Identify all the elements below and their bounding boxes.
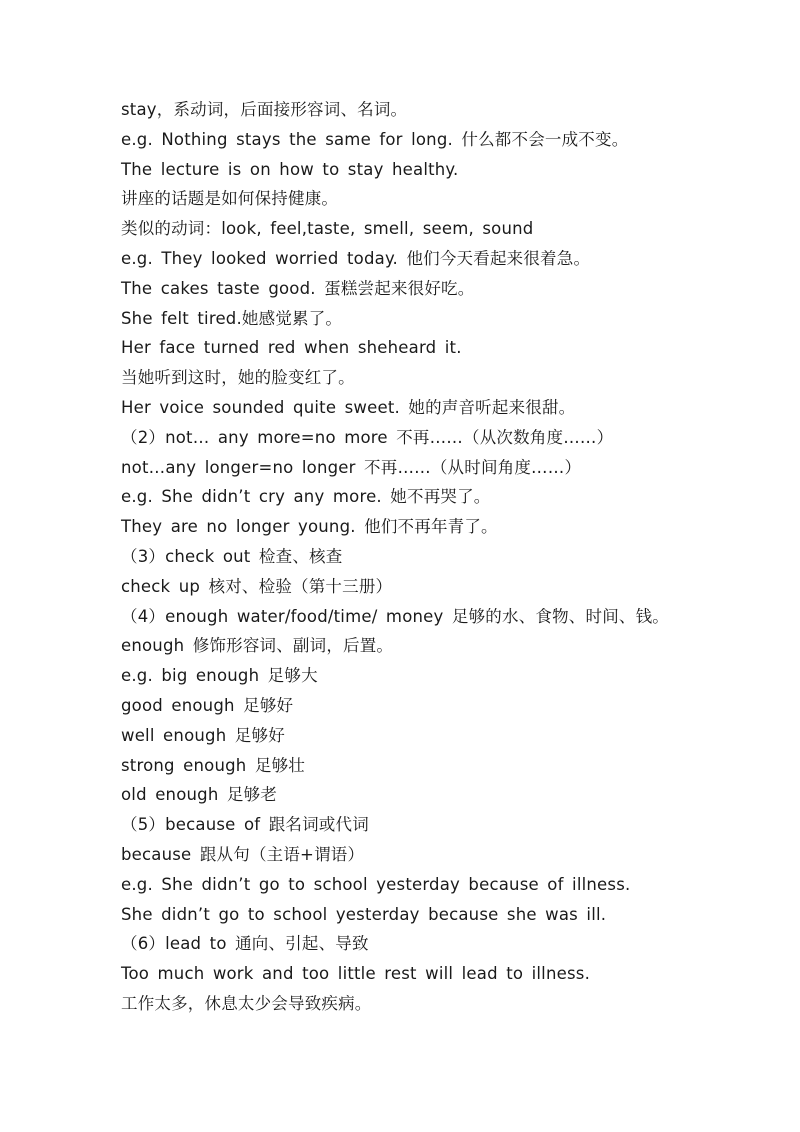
text-line: stay，系动词，后面接形容词、名词。 <box>121 100 408 119</box>
text-line: 当她听到这时，她的脸变红了。 <box>121 368 355 388</box>
text-line: 讲座的话题是如何保持健康。 <box>121 189 339 209</box>
text-line: The cakes taste good. 蛋糕尝起来很好吃。 <box>121 278 475 298</box>
text-line: e.g. They looked worried today. 他们今天看起来很着急。 <box>121 248 591 268</box>
text-line: old enough 足够老 <box>121 785 278 805</box>
text-line: e.g. Nothing stays the same for long. 什么都不会一成不变。 <box>121 129 629 149</box>
text-line: （3）check out 检查、核查 <box>121 546 343 566</box>
text-line: e.g. She didn’t go to school yesterday because of illness. <box>121 874 631 894</box>
text-line: Too much work and too little rest will lead to illness. <box>121 964 591 984</box>
document-body <box>121 95 781 1019</box>
text-line: She felt tired.她感觉累了。 <box>121 308 343 328</box>
text-line: 工作太多，休息太少会导致疾病。 <box>121 993 372 1013</box>
text-line: enough 修饰形容词、副词，后置。 <box>121 636 394 656</box>
text-line: e.g. She didn’t cry any more. 她不再哭了。 <box>121 487 491 507</box>
text-line: not…any longer=no longer 不再……（从时间角度……） <box>121 457 582 477</box>
text-line: Her face turned red when sheheard it. <box>121 338 462 358</box>
text-line: （2）not… any more=no more 不再……（从次数角度……） <box>121 427 614 447</box>
text-line: check up 核对、检验（第十三册） <box>121 576 393 596</box>
text-line: Her voice sounded quite sweet. 她的声音听起来很甜。 <box>121 397 576 417</box>
text-line: e.g. big enough 足够大 <box>121 666 318 686</box>
text-line: strong enough 足够壮 <box>121 755 305 775</box>
text-line: good enough 足够好 <box>121 695 294 715</box>
text-line: because 跟从句（主语+谓语） <box>121 844 365 864</box>
text-line: （5）because of 跟名词或代词 <box>121 815 369 835</box>
text-line: The lecture is on how to stay healthy. <box>121 159 459 179</box>
text-line: 类似的动词：look, feel,taste, smell, seem, sound <box>121 219 534 239</box>
text-line: She didn’t go to school yesterday because she was ill. <box>121 904 607 924</box>
text-line: （6）lead to 通向、引起、导致 <box>121 934 369 954</box>
text-line: They are no longer young. 他们不再年青了。 <box>121 517 498 537</box>
text-line: （4）enough water/food/time/ money 足够的水、食物、时间、钱。 <box>121 606 670 626</box>
text-line: well enough 足够好 <box>121 725 285 745</box>
